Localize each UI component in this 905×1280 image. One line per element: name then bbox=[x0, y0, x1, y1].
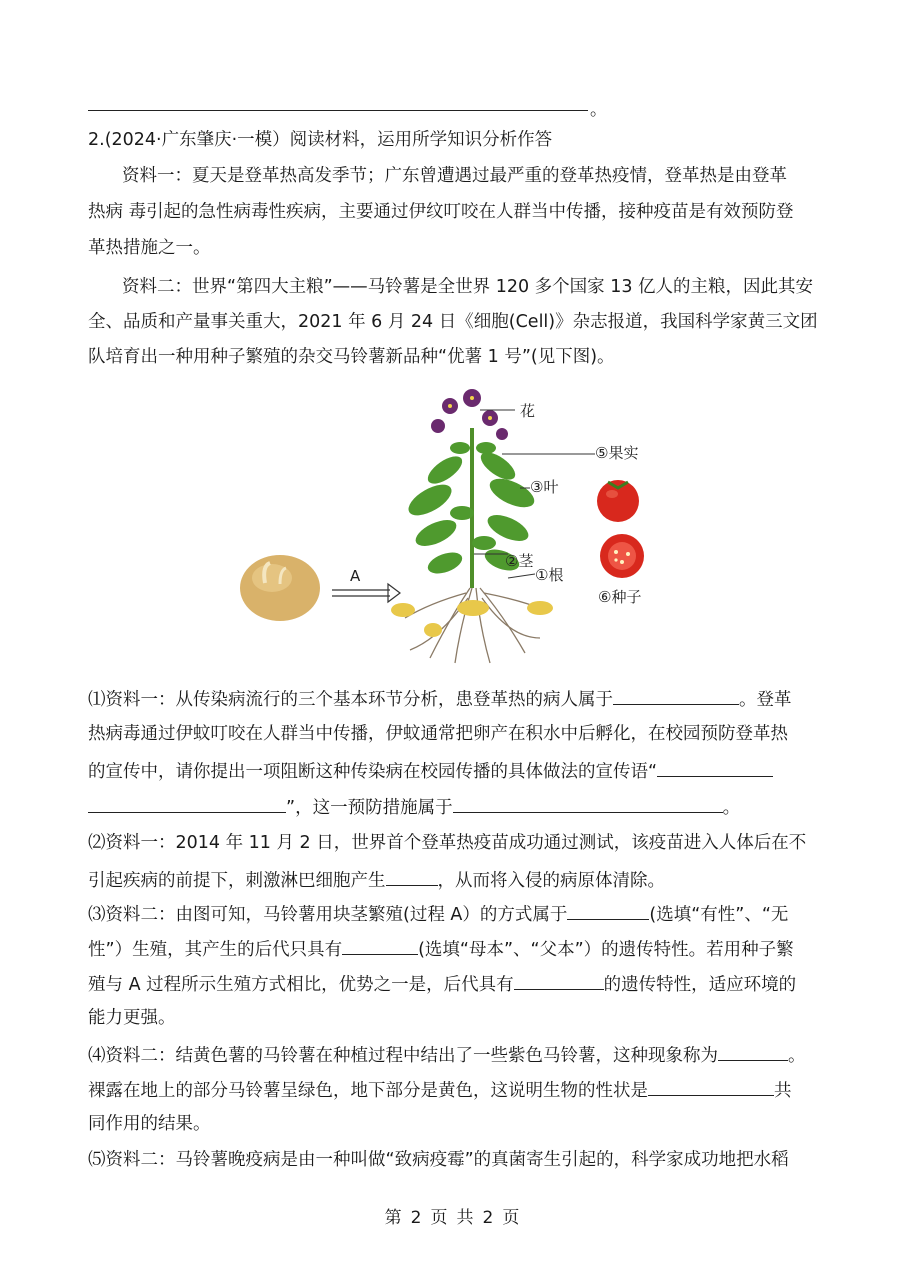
arrow-label: A bbox=[350, 567, 361, 585]
answer-blank[interactable] bbox=[648, 1077, 774, 1096]
answer-blank[interactable] bbox=[88, 110, 588, 111]
answer-blank[interactable] bbox=[657, 758, 773, 777]
q4-line1: ⑷资料二：结黄色薯的马铃薯在种植过程中结出了一些紫色马铃薯，这种现象称为 。 bbox=[88, 1042, 806, 1068]
fruit-image bbox=[597, 480, 639, 522]
q3-line3: 殖与 A 过程所示生殖方式相比，优势之一是，后代具有 的遗传特性，适应环境的 bbox=[88, 971, 796, 997]
q2-line1: ⑵资料一：2014 年 11 月 2 日，世界首个登革热疫苗成功通过测试，该疫苗进入人体后在不 bbox=[88, 833, 807, 853]
answer-blank[interactable] bbox=[386, 867, 438, 886]
label-fruit: ⑤果实 bbox=[595, 444, 639, 462]
label-flower: 花 bbox=[520, 402, 536, 420]
answer-blank[interactable] bbox=[514, 971, 604, 990]
q5-line1: ⑸资料二：马铃薯晚疫病是由一种叫做“致病疫霉”的真菌寄生引起的，科学家成功地把水稻 bbox=[88, 1150, 789, 1170]
answer-blank[interactable] bbox=[342, 936, 418, 955]
q1-line4: ”，这一预防措施属于 。 bbox=[88, 794, 740, 820]
q3-line1: ⑶资料二：由图可知，马铃薯用块茎繁殖(过程 A）的方式属于 (选填“有性”、“无 bbox=[88, 901, 788, 927]
material2-line3: 队培育出一种用种子繁殖的杂交马铃薯新品种“优薯 1 号”(见下图)。 bbox=[88, 347, 615, 367]
answer-blank[interactable] bbox=[567, 901, 649, 920]
answer-blank[interactable] bbox=[718, 1042, 788, 1061]
arrow-a bbox=[332, 584, 400, 602]
answer-blank[interactable] bbox=[453, 794, 723, 813]
potato-plant-figure bbox=[240, 388, 670, 668]
seed-potato-image bbox=[240, 555, 320, 621]
material1-line3: 革热措施之一。 bbox=[88, 238, 211, 258]
label-leaf: ③叶 bbox=[530, 478, 559, 496]
question-header: 2.(2024·广东肇庆·一模）阅读材料，运用所学知识分析作答 bbox=[88, 130, 553, 150]
material2-line2: 全、品质和产量事关重大，2021 年 6 月 24 日《细胞(Cell)》杂志报道，我国科学家黄三文团 bbox=[88, 312, 818, 332]
q2-line2: 引起疾病的前提下，刺激淋巴细胞产生 ，从而将入侵的病原体清除。 bbox=[88, 867, 665, 893]
period: 。 bbox=[590, 100, 607, 120]
q1-line3: 的宣传中，请你提出一项阻断这种传染病在校园传播的具体做法的宣传语“ bbox=[88, 758, 773, 784]
label-seed: ⑥种子 bbox=[598, 588, 642, 606]
flowers bbox=[431, 389, 508, 440]
material1-line2: 热病 毒引起的急性病毒性疾病，主要通过伊纹叮咬在人群当中传播，接种疫苗是有效预防登 bbox=[88, 202, 794, 222]
answer-blank[interactable] bbox=[613, 686, 739, 705]
q1-line1: ⑴资料一：从传染病流行的三个基本环节分析，患登革热的病人属于 。登革 bbox=[88, 686, 792, 712]
q3-line2: 性”）生殖，其产生的后代只具有 (选填“母本”、“父本”）的遗传特性。若用种子繁 bbox=[88, 936, 794, 962]
page-footer: 第 2 页 共 2 页 bbox=[384, 1208, 521, 1228]
answer-blank[interactable] bbox=[88, 794, 286, 813]
q1-line2: 热病毒通过伊蚊叮咬在人群当中传播，伊蚊通常把卵产在积水中后孵化，在校园预防登革热 bbox=[88, 724, 788, 744]
q4-line3: 同作用的结果。 bbox=[88, 1114, 211, 1134]
material1-line1: 资料一：夏天是登革热高发季节；广东曾遭遇过最严重的登革热疫情，登革热是由登革 bbox=[122, 166, 787, 186]
label-root: ①根 bbox=[535, 566, 564, 584]
q4-line2: 裸露在地上的部分马铃薯呈绿色，地下部分是黄色，这说明生物的性状是 共 bbox=[88, 1077, 792, 1103]
material2-line1: 资料二：世界“第四大主粮”——马铃薯是全世界 120 多个国家 13 亿人的主粮，因此其安 bbox=[122, 277, 814, 297]
q3-line4: 能力更强。 bbox=[88, 1008, 176, 1028]
label-stem: ②茎 bbox=[505, 552, 534, 570]
seed-cross-section-image bbox=[600, 534, 644, 578]
roots bbox=[405, 588, 545, 663]
tubers bbox=[391, 600, 553, 637]
